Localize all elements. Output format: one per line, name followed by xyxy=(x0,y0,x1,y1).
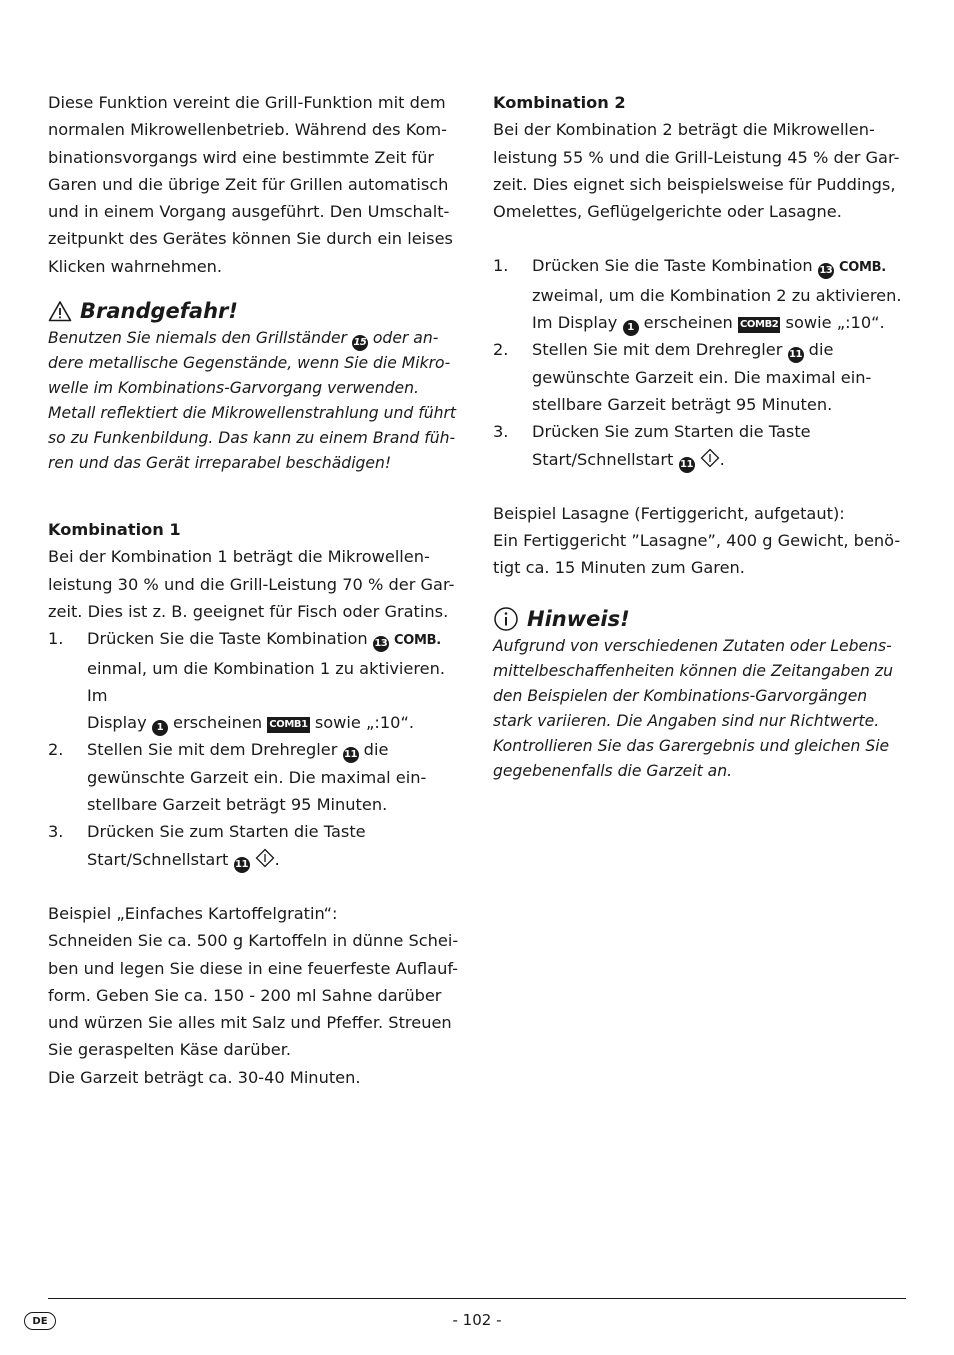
ref-display-icon: 1 xyxy=(152,720,168,736)
steps-list xyxy=(493,252,903,472)
intro-paragraph: Diese Funktion vereint die Grill-Funktion mit dem normalen Mikrowellenbetrieb. Während des Kom- binationsvorgangs wird eine bestimmte Zeit für Garen und die übrige Zeit für Grillen automatisch und in einem Vorgang ausgeführt. Den Umschalt- zeitpunkt des Gerätes können Sie durch ein leises Klicken wahrnehmen. xyxy=(48,93,453,276)
start-diamond-icon xyxy=(255,848,275,868)
ref-comb-button-icon: 13 xyxy=(373,636,389,652)
list-item: 1. Drücken Sie die Taste Kombination 13 COMB. zweimal, um die Kombination 2 zu aktivieren. Im Display 1 erscheinen COMB2 sowie „:10“. xyxy=(493,252,903,336)
ref-dial-icon: 11 xyxy=(343,747,359,763)
ref-grill-stand-icon: 15 xyxy=(352,335,368,351)
right-column xyxy=(493,89,903,784)
kombination-2-section: Kombination 2 Bei der Kombination 2 beträgt die Mikrowellen- leistung 55 % und die Grill-Leistung 45 % der Gar- zeit. Dies eignet sich beispielsweise für Puddings, Omelettes, Geflügelgerichte oder Lasagne. 1. Drücken Sie die Taste Kombination 13 COMB. zweimal, um die Kombination 2 zu aktivieren. Im Display 1 erscheinen COMB2 sowie „:10“. 2. Stellen Sie mit dem Drehregler 11 die gewünschte Garzeit ein. Die maximal ein- stellbare Garzeit beträgt 95 Minuten. 3. Drücken Sie zum Starten die Taste Start/Schnellstart 11 . xyxy=(493,89,903,473)
language-badge: DE xyxy=(24,1312,56,1330)
start-diamond-icon xyxy=(700,448,720,468)
list-item: 3. Drücken Sie zum Starten die Taste Start/Schnellstart 11 . xyxy=(493,418,903,473)
list-item: 2. Stellen Sie mit dem Drehregler 11 die gewünschte Garzeit ein. Die maximal ein- stellbare Garzeit beträgt 95 Minuten. xyxy=(493,340,872,414)
ref-comb-button-icon: 13 xyxy=(818,263,834,279)
note-box: Hinweis! Aufgrund von verschiedenen Zutaten oder Lebens- mittelbeschaffenheiten können die Zeitangaben zu den Beispielen der Kombinations-Garvorgängen stark variieren. Die Angaben sind nur Richtwerte. Kontrollieren Sie das Garergebnis und gleichen Sie gegebenenfalls die Garzeit an. xyxy=(493,604,903,784)
warning-title: Brandgefahr! xyxy=(80,299,238,324)
steps-list xyxy=(48,625,464,873)
comb-label: COMB. xyxy=(838,260,886,276)
kombination-1-section: Kombination 1 Bei der Kombination 1 beträgt die Mikrowellen- leistung 30 % und die Grill-Leistung 70 % der Gar- zeit. Dies ist z. B. geeignet für Fisch oder Gratins. 1. Drücken Sie die Taste Kombination 13 COMB. einmal, um die Kombination 1 zu aktivieren. Im Display 1 erscheinen COMB1 sowie „:10“. 2. Stellen Sie mit dem Drehregler 11 die gewünschte Garzeit ein. Die maximal ein- stellbare Garzeit beträgt 95 Minuten. 3. Drücken Sie zum Starten die Taste Start/Schnellstart 11 . xyxy=(48,516,464,873)
left-column xyxy=(48,89,464,1091)
example-lasagne: Beispiel Lasagne (Fertiggericht, aufgetaut): Ein Fertiggericht ”Lasagne”, 400 g Gewicht, benö- tigt ca. 15 Minuten zum Garen. xyxy=(493,503,901,578)
ref-start-icon: 11 xyxy=(234,857,250,873)
ref-display-icon: 1 xyxy=(623,320,639,336)
fire-warning: Brandgefahr! Benutzen Sie niemals den Grillständer 15 oder an- dere metallische Gegenstände, wenn Sie die Mikro- welle im Kombinations-Garvorgang verwenden. Metall reflektiert die Mikrowellenstrahlung und führt so zu Funkenbildung. Das kann zu einem Brand füh- ren und das Gerät irreparabel beschädigen! xyxy=(48,296,464,476)
ref-dial-icon: 11 xyxy=(788,347,804,363)
section-title: Kombination 2 xyxy=(493,93,626,112)
example-gratin: Beispiel „Einfaches Kartoffelgratin“: Schneiden Sie ca. 500 g Kartoffeln in dünne Schei- ben und legen Sie diese in eine feuerfeste Auflauf- form. Geben Sie ca. 150 - 200 ml Sahne darüber und würzen Sie alles mit Salz und Pfeffer. Streuen Sie geraspelten Käse darüber. Die Garzeit beträgt ca. 30-40 Minuten. xyxy=(48,903,459,1087)
section-title: Kombination 1 xyxy=(48,520,181,540)
note-title: Hinweis! xyxy=(527,606,630,631)
list-item: 1. Drücken Sie die Taste Kombination 13 COMB. einmal, um die Kombination 1 zu aktivieren. Im Display 1 erscheinen COMB1 sowie „:10“. xyxy=(48,625,464,736)
ref-start-icon: 11 xyxy=(679,457,695,473)
page-number: - 102 - xyxy=(452,1311,502,1329)
comb2-display-icon: COMB2 xyxy=(738,317,780,333)
list-item: 3. Drücken Sie zum Starten die Taste Start/Schnellstart 11 . xyxy=(48,818,464,873)
warning-triangle-icon xyxy=(48,300,72,322)
comb-label: COMB. xyxy=(393,633,441,649)
list-item: 2. Stellen Sie mit dem Drehregler 11 die gewünschte Garzeit ein. Die maximal ein- stellbare Garzeit beträgt 95 Minuten. xyxy=(48,740,427,815)
footer-divider xyxy=(48,1298,906,1299)
comb1-display-icon: COMB1 xyxy=(267,717,309,733)
info-icon xyxy=(493,606,519,632)
